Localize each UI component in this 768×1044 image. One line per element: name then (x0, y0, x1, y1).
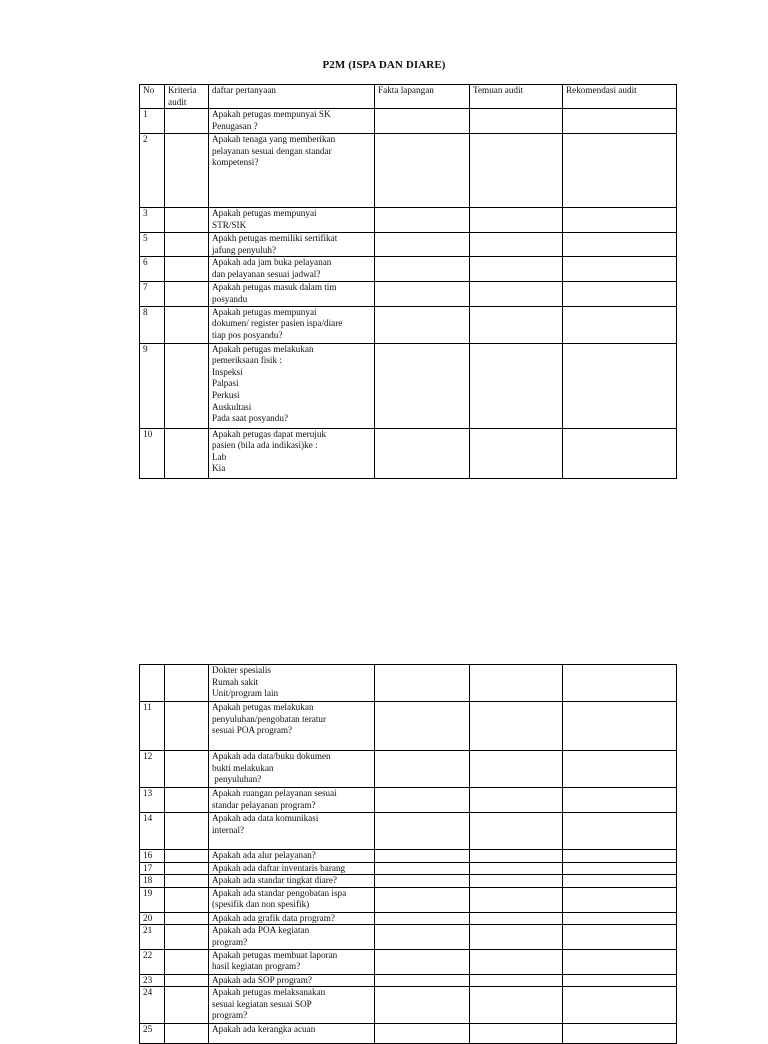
question-line: program? (212, 1010, 248, 1021)
row-number: 25 (140, 1024, 165, 1044)
table-row (140, 925, 677, 949)
audit-table-page-2 (139, 664, 677, 1044)
rekomendasi-cell (563, 306, 677, 343)
row-number: 10 (140, 428, 165, 478)
kriteria-cell (165, 428, 209, 478)
table-row (140, 428, 677, 478)
temuan-cell (470, 949, 563, 974)
fakta-cell (375, 428, 470, 478)
question-cell (209, 257, 375, 282)
question-cell (209, 925, 375, 949)
fakta-cell (375, 751, 470, 788)
fakta-cell (375, 208, 470, 233)
question-line: STR/SIK (212, 219, 247, 230)
question-line: Apakah ada standar pengobatan ispa (212, 887, 347, 898)
rekomendasi-cell (563, 987, 677, 1024)
fakta-cell (375, 257, 470, 282)
rekomendasi-cell (563, 208, 677, 233)
question-line: Auskultasi (212, 401, 252, 412)
question-line: sesuai kegiatan sesuai SOP (212, 998, 312, 1009)
table-header-row (140, 85, 677, 109)
question-line: Rumah sakit (212, 676, 259, 687)
question-cell (209, 208, 375, 233)
question-line: tiap pos posyandu? (212, 329, 283, 340)
question-cell (209, 813, 375, 850)
row-number: 23 (140, 974, 165, 987)
question-line: Apakah ada daftar inventaris barang (212, 862, 346, 873)
question-cell (209, 850, 375, 863)
rekomendasi-cell (563, 813, 677, 850)
kriteria-cell (165, 282, 209, 306)
fakta-cell (375, 788, 470, 813)
question-line: Apakah petugas masuk dalam tim (212, 282, 337, 293)
table-row (140, 665, 677, 702)
question-line: pasien (bila ada indikasi)ke : (212, 440, 318, 451)
temuan-cell (470, 912, 563, 925)
fakta-cell (375, 875, 470, 888)
kriteria-cell (165, 925, 209, 949)
rekomendasi-cell (563, 702, 677, 751)
header-fakta: Fakta lapangan (375, 85, 470, 109)
fakta-cell (375, 925, 470, 949)
header-kriteria-line: Kriteria (168, 85, 197, 95)
fakta-cell (375, 813, 470, 850)
row-number: 6 (140, 257, 165, 282)
temuan-cell (470, 257, 563, 282)
kriteria-cell (165, 257, 209, 282)
rekomendasi-cell (563, 887, 677, 912)
question-cell (209, 343, 375, 428)
fakta-cell (375, 987, 470, 1024)
fakta-cell (375, 912, 470, 925)
question-line: Inspeksi (212, 366, 243, 377)
rekomendasi-cell (563, 912, 677, 925)
question-line: Apakah tenaga yang memberikan (212, 134, 336, 145)
temuan-cell (470, 208, 563, 233)
table-row (140, 987, 677, 1024)
table-row (140, 974, 677, 987)
fakta-cell (375, 887, 470, 912)
rekomendasi-cell (563, 233, 677, 257)
fakta-cell (375, 850, 470, 863)
row-number: 8 (140, 306, 165, 343)
question-cell (209, 875, 375, 888)
question-line: Apakah ada alur pelayanan? (212, 850, 316, 860)
question-line: kompetensi? (212, 157, 259, 168)
question-line: Apakah petugas mempunyai (212, 208, 317, 219)
fakta-cell (375, 862, 470, 875)
table-row (140, 862, 677, 875)
question-cell (209, 1024, 375, 1044)
document-title: P2M (ISPA DAN DIARE) (322, 59, 446, 71)
table-row (140, 208, 677, 233)
row-number: 20 (140, 912, 165, 925)
rekomendasi-cell (563, 949, 677, 974)
temuan-cell (470, 665, 563, 702)
fakta-cell (375, 665, 470, 702)
question-line: Apakah petugas melakukan (212, 702, 314, 712)
question-cell (209, 109, 375, 134)
table-row (140, 949, 677, 974)
row-number: 18 (140, 875, 165, 888)
row-number: 17 (140, 862, 165, 875)
rekomendasi-cell (563, 134, 677, 208)
kriteria-cell (165, 788, 209, 813)
question-line: Apakah ada jam buka pelayanan (212, 257, 332, 268)
temuan-cell (470, 813, 563, 850)
question-line: pelayanan sesuai dengan standar (212, 145, 332, 156)
temuan-cell (470, 428, 563, 478)
question-line: Apakah petugas melaksanakan (212, 987, 326, 998)
fakta-cell (375, 949, 470, 974)
rekomendasi-cell (563, 751, 677, 788)
fakta-cell (375, 109, 470, 134)
fakta-cell (375, 974, 470, 987)
temuan-cell (470, 788, 563, 813)
row-number: 3 (140, 208, 165, 233)
question-line: (spesifik dan non spesifik) (212, 899, 310, 910)
temuan-cell (470, 875, 563, 888)
question-line: posyandu (212, 293, 248, 304)
question-line: pemeriksaan fisik : (212, 355, 282, 366)
row-number: 5 (140, 233, 165, 257)
question-line: Apakah ada grafik data program? (212, 912, 335, 923)
row-number: 7 (140, 282, 165, 306)
row-number: 21 (140, 925, 165, 949)
question-line: dan pelayanan sesuai jadwal? (212, 268, 321, 279)
table-row (140, 257, 677, 282)
question-line: Apakah ada POA kegiatan (212, 925, 310, 936)
question-cell (209, 282, 375, 306)
table-row (140, 109, 677, 134)
temuan-cell (470, 306, 563, 343)
table-row (140, 850, 677, 863)
row-number: 24 (140, 987, 165, 1024)
temuan-cell (470, 343, 563, 428)
question-cell (209, 788, 375, 813)
question-line: Apakah petugas melakukan (212, 343, 314, 354)
row-number: 12 (140, 751, 165, 788)
question-line: Apakah ada kerangka acuan (212, 1024, 316, 1035)
question-line: Perkusi (212, 389, 240, 400)
table-row (140, 343, 677, 428)
question-line: Apakah petugas membuat laporan (212, 949, 338, 960)
row-number: 16 (140, 850, 165, 863)
kriteria-cell (165, 702, 209, 751)
temuan-cell (470, 109, 563, 134)
table-row (140, 751, 677, 788)
table-row (140, 702, 677, 751)
kriteria-cell (165, 134, 209, 208)
rekomendasi-cell (563, 1024, 677, 1044)
question-line: Lab (212, 451, 227, 462)
temuan-cell (470, 233, 563, 257)
rekomendasi-cell (563, 282, 677, 306)
rekomendasi-cell (563, 665, 677, 702)
question-cell (209, 233, 375, 257)
question-cell (209, 665, 375, 702)
row-number: 2 (140, 134, 165, 208)
rekomendasi-cell (563, 974, 677, 987)
question-line: Apakh petugas memiliki sertifikat (212, 233, 338, 244)
rekomendasi-cell (563, 862, 677, 875)
kriteria-cell (165, 751, 209, 788)
table-row (140, 788, 677, 813)
temuan-cell (470, 751, 563, 788)
rekomendasi-cell (563, 788, 677, 813)
kriteria-cell (165, 109, 209, 134)
question-line: hasil kegiatan program? (212, 961, 301, 972)
temuan-cell (470, 974, 563, 987)
table-row (140, 233, 677, 257)
question-line: Apakah ada data komunikasi (212, 813, 319, 823)
question-line: penyuluhan/pengobatan teratur (212, 713, 327, 724)
kriteria-cell (165, 912, 209, 925)
question-line: Apakah ada data/buku dokumen (212, 751, 331, 761)
question-cell (209, 987, 375, 1024)
fakta-cell (375, 306, 470, 343)
kriteria-cell (165, 887, 209, 912)
audit-table-page-1 (139, 84, 677, 479)
table-row (140, 134, 677, 208)
question-line: sesuai POA program? (212, 725, 293, 736)
question-line: Apakah petugas mempunyai (212, 306, 317, 317)
question-line: Apakah ruangan pelayanan sesuai (212, 788, 337, 798)
question-line: Unit/program lain (212, 688, 279, 699)
kriteria-cell (165, 1024, 209, 1044)
question-cell (209, 949, 375, 974)
table-row (140, 813, 677, 850)
temuan-cell (470, 850, 563, 863)
temuan-cell (470, 702, 563, 751)
question-line: Apakah petugas dapat merujuk (212, 428, 327, 439)
row-number (140, 665, 165, 702)
question-line: Kia (212, 463, 226, 474)
question-cell (209, 702, 375, 751)
row-number: 14 (140, 813, 165, 850)
temuan-cell (470, 282, 563, 306)
question-line: Apakah petugas mempunyai SK (212, 109, 331, 120)
question-line: jafung penyuluh? (212, 244, 277, 255)
fakta-cell (375, 702, 470, 751)
kriteria-cell (165, 208, 209, 233)
rekomendasi-cell (563, 428, 677, 478)
table-row (140, 1024, 677, 1044)
temuan-cell (470, 134, 563, 208)
table-row (140, 282, 677, 306)
kriteria-cell (165, 850, 209, 863)
kriteria-cell (165, 987, 209, 1024)
question-line: Dokter spesialis (212, 665, 271, 675)
row-number: 13 (140, 788, 165, 813)
kriteria-cell (165, 343, 209, 428)
question-line: Apakah ada standar tingkat diare? (212, 875, 337, 886)
question-line: Penugasan ? (212, 120, 258, 131)
question-cell (209, 134, 375, 208)
temuan-cell (470, 987, 563, 1024)
header-kriteria-line: audit (168, 96, 187, 107)
header-rekomendasi: Rekomendasi audit (563, 85, 677, 109)
question-cell (209, 887, 375, 912)
question-cell (209, 306, 375, 343)
fakta-cell (375, 343, 470, 428)
question-line: penyuluhan? (212, 774, 262, 785)
table-row (140, 912, 677, 925)
table-row (140, 887, 677, 912)
fakta-cell (375, 233, 470, 257)
rekomendasi-cell (563, 925, 677, 949)
question-line: dokumen/ register pasien ispa/diare (212, 318, 343, 329)
question-line: standar pelayanan program? (212, 799, 316, 810)
question-line: Apakah ada SOP program? (212, 974, 312, 985)
row-number: 9 (140, 343, 165, 428)
question-line: bukti melakukan (212, 762, 274, 773)
question-cell (209, 862, 375, 875)
fakta-cell (375, 282, 470, 306)
question-cell (209, 751, 375, 788)
question-line: internal? (212, 824, 245, 835)
row-number: 22 (140, 949, 165, 974)
question-cell (209, 974, 375, 987)
table-row (140, 306, 677, 343)
table-row (140, 875, 677, 888)
question-cell (209, 912, 375, 925)
rekomendasi-cell (563, 850, 677, 863)
kriteria-cell (165, 974, 209, 987)
temuan-cell (470, 887, 563, 912)
header-kriteria (165, 85, 209, 109)
header-no: No (140, 85, 165, 109)
kriteria-cell (165, 306, 209, 343)
temuan-cell (470, 925, 563, 949)
header-temuan: Temuan audit (470, 85, 563, 109)
row-number: 1 (140, 109, 165, 134)
header-daftar: daftar pertanyaan (209, 85, 375, 109)
rekomendasi-cell (563, 257, 677, 282)
question-cell (209, 428, 375, 478)
question-line: program? (212, 936, 248, 947)
row-number: 19 (140, 887, 165, 912)
kriteria-cell (165, 665, 209, 702)
kriteria-cell (165, 875, 209, 888)
question-line: Pada saat posyandu? (212, 413, 289, 424)
question-line: Palpasi (212, 378, 239, 389)
row-number: 11 (140, 702, 165, 751)
kriteria-cell (165, 949, 209, 974)
rekomendasi-cell (563, 109, 677, 134)
rekomendasi-cell (563, 875, 677, 888)
kriteria-cell (165, 813, 209, 850)
kriteria-cell (165, 862, 209, 875)
fakta-cell (375, 1024, 470, 1044)
temuan-cell (470, 862, 563, 875)
rekomendasi-cell (563, 343, 677, 428)
temuan-cell (470, 1024, 563, 1044)
fakta-cell (375, 134, 470, 208)
kriteria-cell (165, 233, 209, 257)
